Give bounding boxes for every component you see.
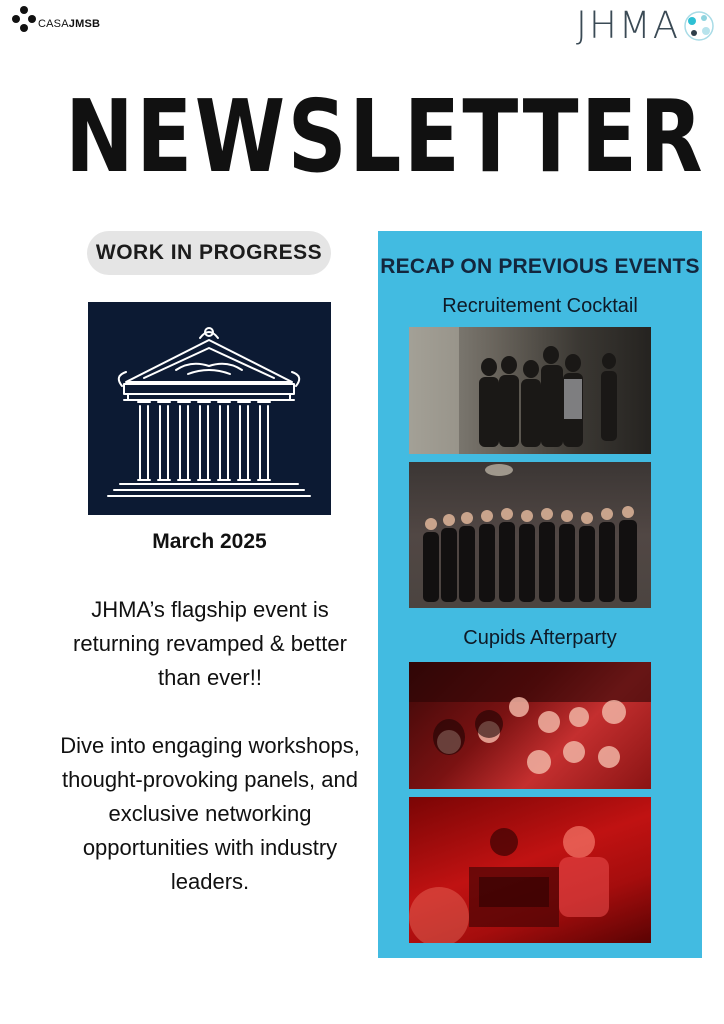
dots-icon — [12, 6, 36, 40]
event-description-text: Dive into engaging workshops, thought-provoking panels, and exclusive networking opportunities with industry leaders. — [60, 733, 360, 894]
jhma-wordmark: JHMA — [576, 4, 680, 47]
recap-panel — [378, 231, 702, 958]
jhma-logo — [576, 4, 716, 47]
work-in-progress-badge: WORK IN PROGRESS — [87, 231, 331, 275]
issue-date: March 2025 — [152, 530, 267, 553]
group-photo-shape — [409, 327, 651, 454]
party-photo-shape — [409, 662, 651, 789]
event-title-recruitment: Recruitement Cocktail — [442, 295, 638, 317]
group-photo-shape — [409, 462, 651, 608]
temple-icon — [88, 302, 331, 515]
recap-heading: RECAP ON PREVIOUS EVENTS — [380, 255, 700, 278]
flagship-event-text: JHMA’s flagship event is returning revamped & better than ever!! — [73, 597, 347, 690]
cupids-afterparty-photo-2 — [409, 797, 651, 943]
newsletter-title: NEWSLETTER — [65, 78, 706, 195]
recruitment-cocktail-photo-1 — [409, 327, 651, 454]
recruitment-cocktail-photo-2 — [409, 462, 651, 608]
globe-icon — [682, 9, 716, 43]
temple-illustration — [88, 302, 331, 515]
casa-jmsb-logo — [12, 6, 100, 40]
casa-jmsb-wordmark: CASAJMSB — [38, 18, 101, 30]
cupids-afterparty-photo-1 — [409, 662, 651, 789]
party-photo-shape — [409, 797, 651, 943]
event-title-cupids: Cupids Afterparty — [463, 627, 617, 649]
